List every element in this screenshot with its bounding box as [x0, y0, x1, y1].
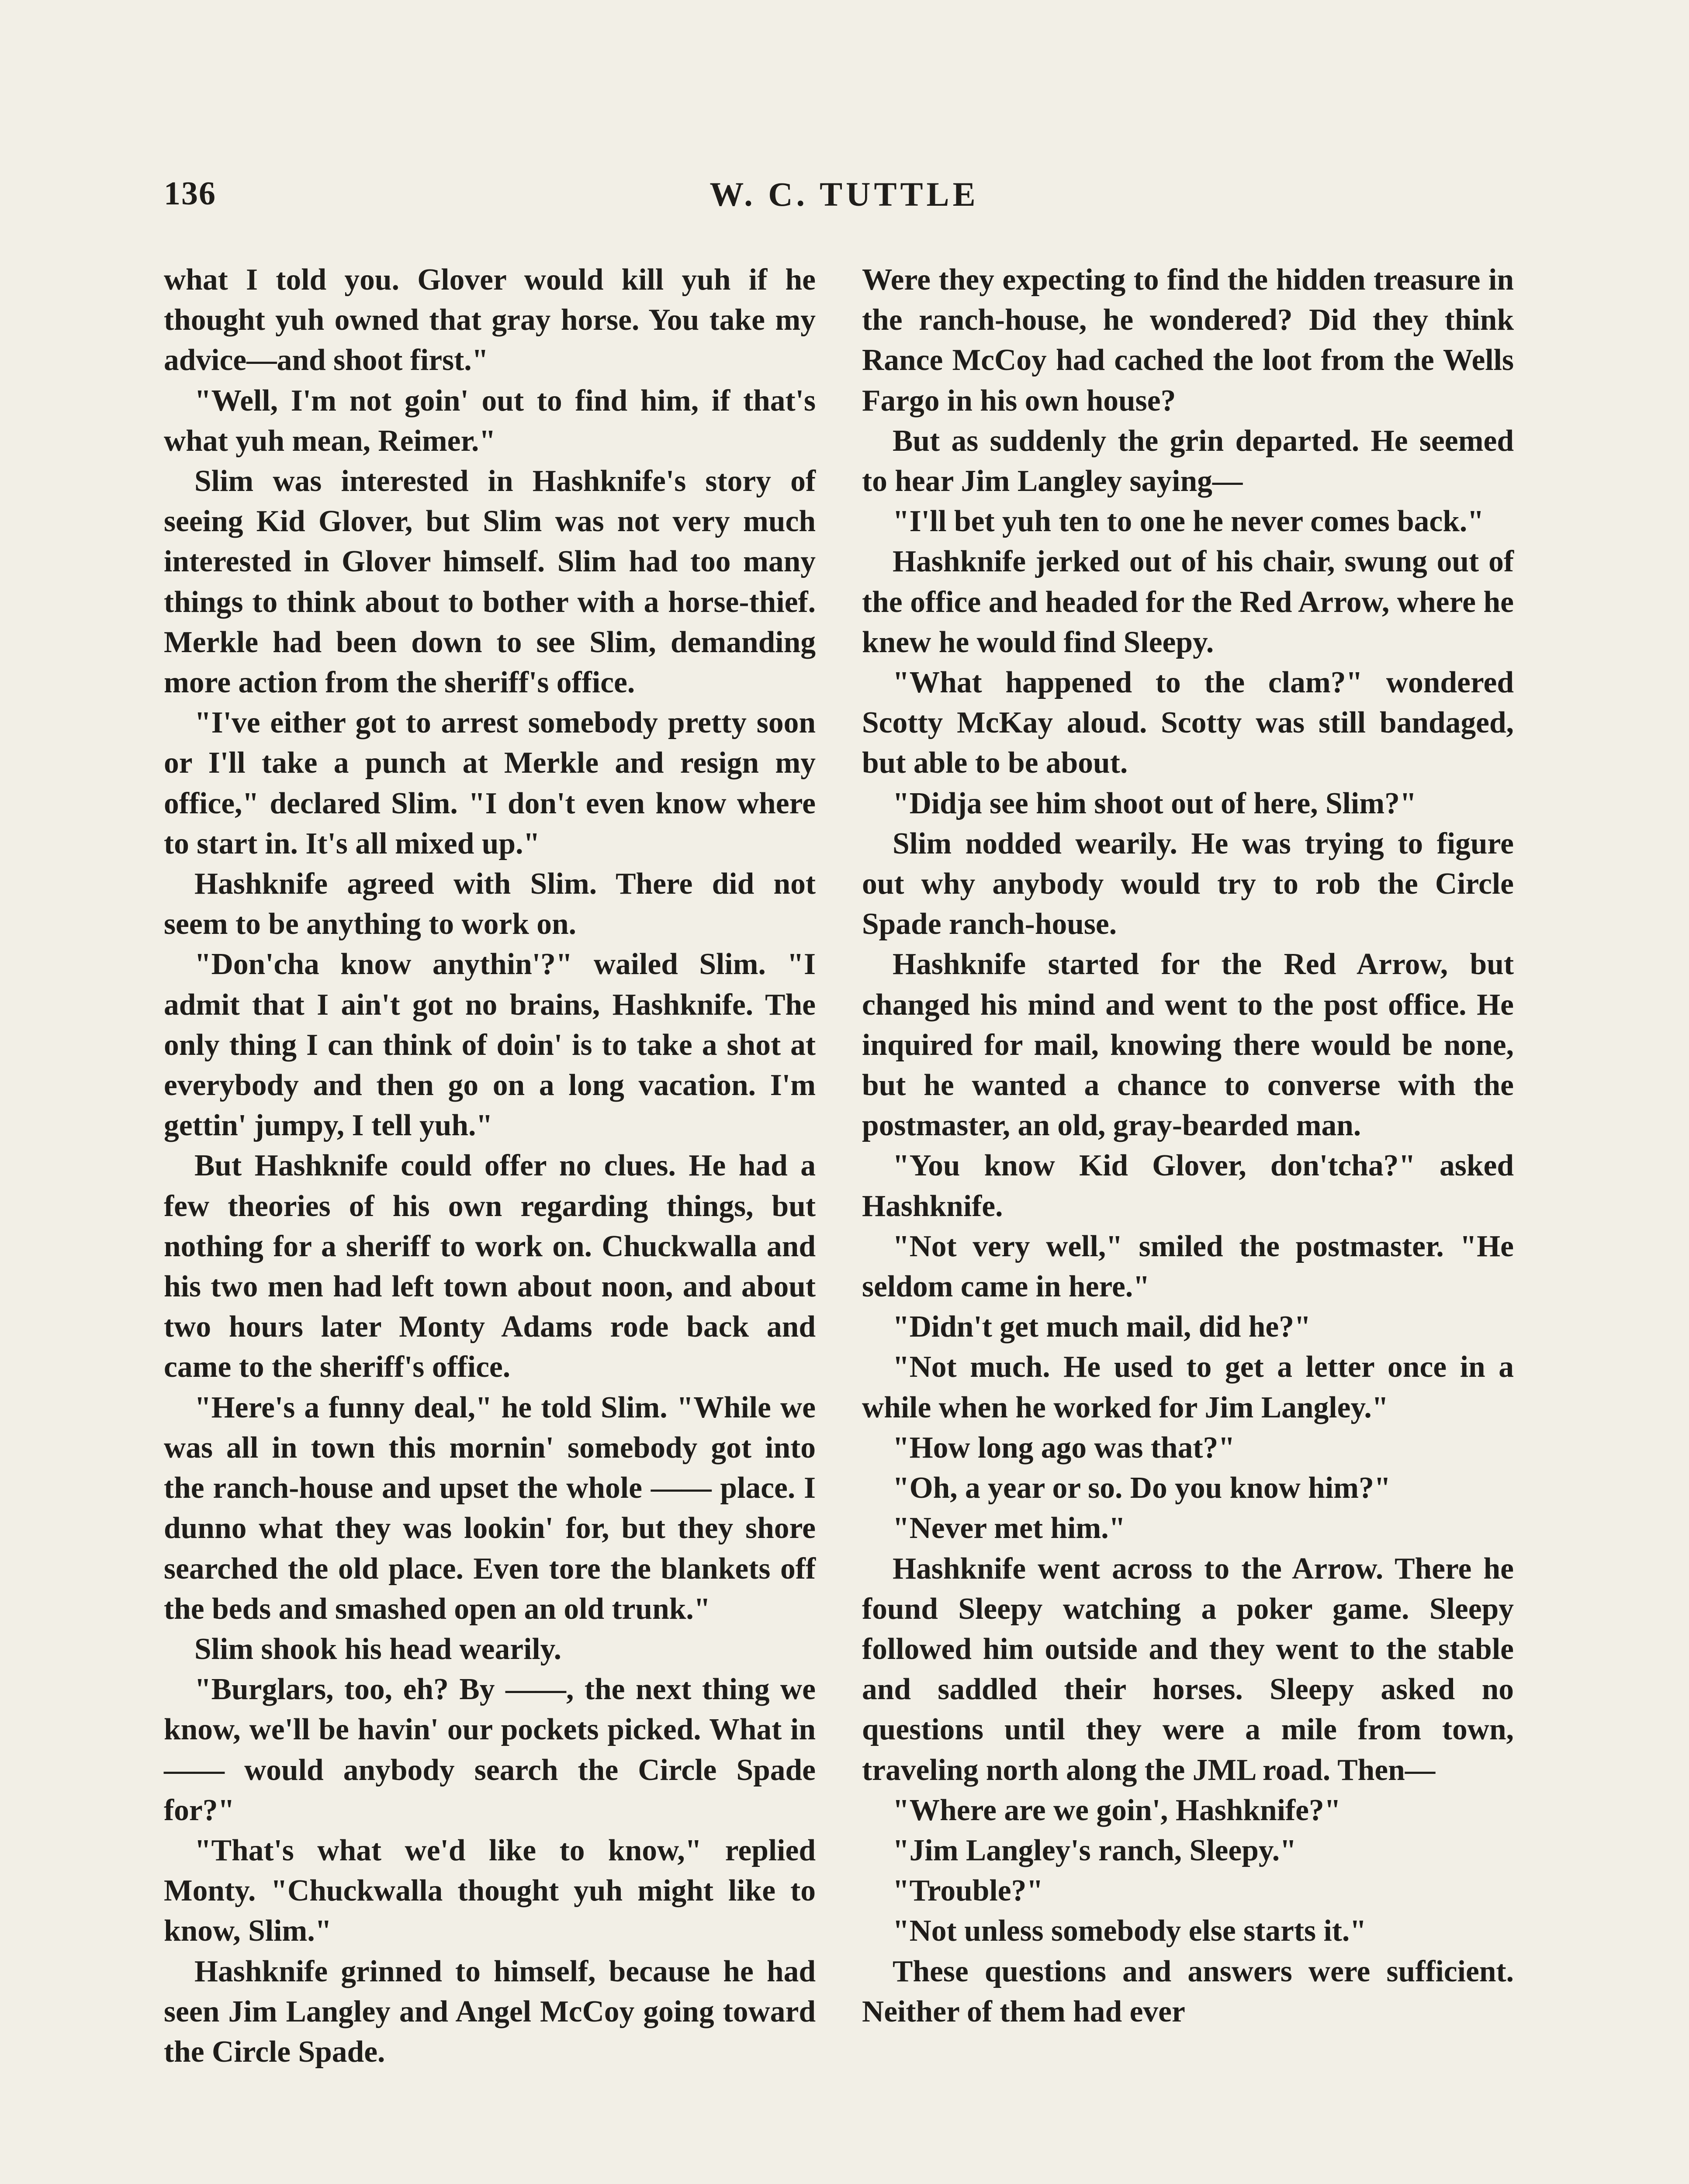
paragraph: "How long ago was that?": [893, 1431, 1235, 1465]
paragraph: Hashknife jerked out of his chair, swung out of the office and headed for the Red Arrow, where he knew he would find Sleepy.: [862, 545, 1514, 659]
paragraph: "Never met him.": [893, 1511, 1126, 1545]
paragraph: "Don'cha know anythin'?" wailed Slim. "I admit that I ain't got no brains, Hashknife. The only thing I can think of doin' is to take a shot at everybody and then go on a long vacation. I'm gettin' jumpy, I tell yuh.": [164, 947, 816, 1143]
paragraph: "Trouble?": [893, 1874, 1043, 1908]
paragraph: Hashknife grinned to himself, because he had seen Jim Langley and Angel McCoy going toward the Circle Spade.: [164, 1954, 816, 2069]
paragraph: "Where are we goin', Hashknife?": [893, 1793, 1341, 1827]
paragraph: "Not unless somebody else starts it.": [893, 1914, 1367, 1948]
paragraph: "Here's a funny deal," he told Slim. "While we was all in town this mornin' somebody got into the ranch-house and upset the whole —— place. I dunno what they was lookin' for, but they shore searched the old place. Even tore the blankets off the beds and smashed open an old trunk.": [164, 1390, 816, 1626]
paragraph: "Jim Langley's ranch, Sleepy.": [893, 1833, 1297, 1867]
running-head: W. C. TUTTLE: [710, 175, 979, 213]
paragraph: Slim was interested in Hashknife's story of seeing Kid Glover, but Slim was not very much interested in Glover himself. Slim had too many things to think about to bother with a horse-thief. Merkle had been down to see Slim, demanding more action from the sheriff's office.: [164, 464, 816, 700]
paragraph: "Oh, a year or so. Do you know him?": [893, 1471, 1391, 1505]
paragraph: "Not much. He used to get a letter once in a while when he worked for Jim Langley.": [862, 1350, 1514, 1424]
paragraph: "Didn't get much mail, did he?": [893, 1310, 1311, 1344]
paragraph: Hashknife went across to the Arrow. There he found Sleepy watching a poker game. Sleepy followed him outside and they went to the stable and saddled their horses. Sleepy asked no questions until they were a mile from town, traveling north along the JML road. Then—: [862, 1552, 1514, 1787]
paragraph: These questions and answers were sufficient. Neither of them had ever: [862, 1954, 1514, 2028]
paragraph: "Not very well," smiled the postmaster. "He seldom came in here.": [862, 1229, 1514, 1304]
paragraph: "Didja see him shoot out of here, Slim?": [893, 786, 1417, 820]
paragraph: what I told you. Glover would kill yuh if he thought yuh owned that gray horse. You take my advice—and shoot first.": [164, 263, 816, 377]
paragraph: "You know Kid Glover, don'tcha?" asked Hashknife.: [862, 1149, 1514, 1223]
text-column-right: [862, 260, 1514, 2032]
paragraph: But Hashknife could offer no clues. He had a few theories of his own regarding things, but nothing for a sheriff to work on. Chuckwalla and his two men had left town about noon, and about two hours later Monty Adams rode back and came to the sheriff's office.: [164, 1149, 816, 1384]
paragraph: Slim nodded wearily. He was trying to figure out why anybody would try to rob the Circle Spade ranch-house.: [862, 826, 1514, 941]
paragraph: Slim shook his head wearily.: [194, 1632, 561, 1666]
paragraph: "Burglars, too, eh? By ——, the next thing we know, we'll be havin' our pockets picked. What in —— would anybody search the Circle Spade for?": [164, 1673, 816, 1827]
page-header: [164, 175, 1525, 223]
paragraph: "I'll bet yuh ten to one he never comes back.": [893, 505, 1484, 539]
paragraph: Hashknife agreed with Slim. There did not seem to be anything to work on.: [164, 867, 816, 941]
paragraph: "That's what we'd like to know," replied Monty. "Chuckwalla thought yuh might like to know, Slim.": [164, 1833, 816, 1948]
text-column-left: [164, 260, 816, 2072]
page-number: 136: [164, 175, 216, 212]
paragraph: Were they expecting to find the hidden treasure in the ranch-house, he wondered? Did they think Rance McCoy had cached the loot from the Wells Fargo in his own house?: [862, 263, 1514, 418]
paragraph: "Well, I'm not goin' out to find him, if that's what yuh mean, Reimer.": [164, 384, 816, 458]
paragraph: Hashknife started for the Red Arrow, but changed his mind and went to the post office. He inquired for mail, knowing there would be none, but he wanted a chance to converse with the postmaster, an old, gray-bearded man.: [862, 947, 1514, 1143]
paragraph: "What happened to the clam?" wondered Scotty McKay aloud. Scotty was still bandaged, but able to be about.: [862, 666, 1514, 780]
paragraph: But as suddenly the grin departed. He seemed to hear Jim Langley saying—: [862, 424, 1514, 498]
paragraph: "I've either got to arrest somebody pretty soon or I'll take a punch at Merkle and resign my office," declared Slim. "I don't even know where to start in. It's all mixed up.": [164, 706, 816, 860]
